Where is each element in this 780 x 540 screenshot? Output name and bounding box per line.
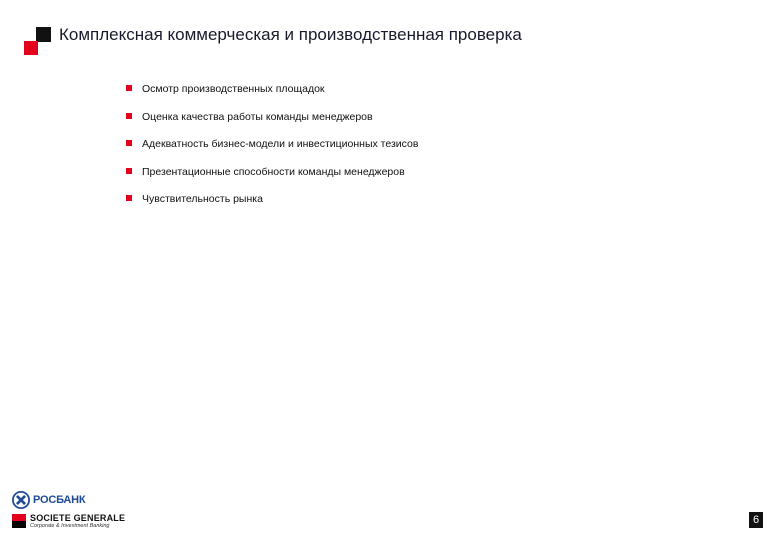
bullet-list [125, 81, 418, 219]
rosbank-logo [12, 490, 85, 510]
bullet-text: Адекватность бизнес-модели и инвестиционных тезисов [142, 138, 419, 150]
page-number: 6 [749, 512, 763, 528]
brand-squares-icon [24, 27, 52, 57]
bullet-item [125, 136, 418, 164]
black-square-shape [36, 27, 51, 42]
red-square-bullet-icon [126, 195, 132, 201]
socgen-name: SOCIETE GENERALE [30, 513, 126, 523]
rosbank-name: РОСБАНК [33, 494, 86, 506]
rosbank-emblem-icon [12, 491, 30, 509]
red-square-shape [24, 41, 38, 55]
bullet-item [125, 164, 418, 192]
bullet-item [125, 109, 418, 137]
red-square-bullet-icon [126, 168, 132, 174]
socgen-square-icon [12, 514, 26, 528]
bullet-text: Чувствительность рынка [142, 193, 263, 205]
bullet-text: Презентационные способности команды менеджеров [142, 165, 405, 178]
socgen-tagline: Corporate & Investment Banking [30, 523, 110, 529]
bullet-item [125, 81, 418, 109]
red-square-bullet-icon [126, 140, 132, 146]
red-square-bullet-icon [126, 85, 132, 91]
bullet-text: Осмотр производственных площадок [142, 83, 325, 95]
bullet-text: Оценка качества работы команды менеджеров [142, 110, 373, 123]
bullet-item [125, 191, 418, 219]
slide-title: Комплексная коммерческая и производственная проверка [59, 25, 522, 44]
red-square-bullet-icon [126, 113, 132, 119]
